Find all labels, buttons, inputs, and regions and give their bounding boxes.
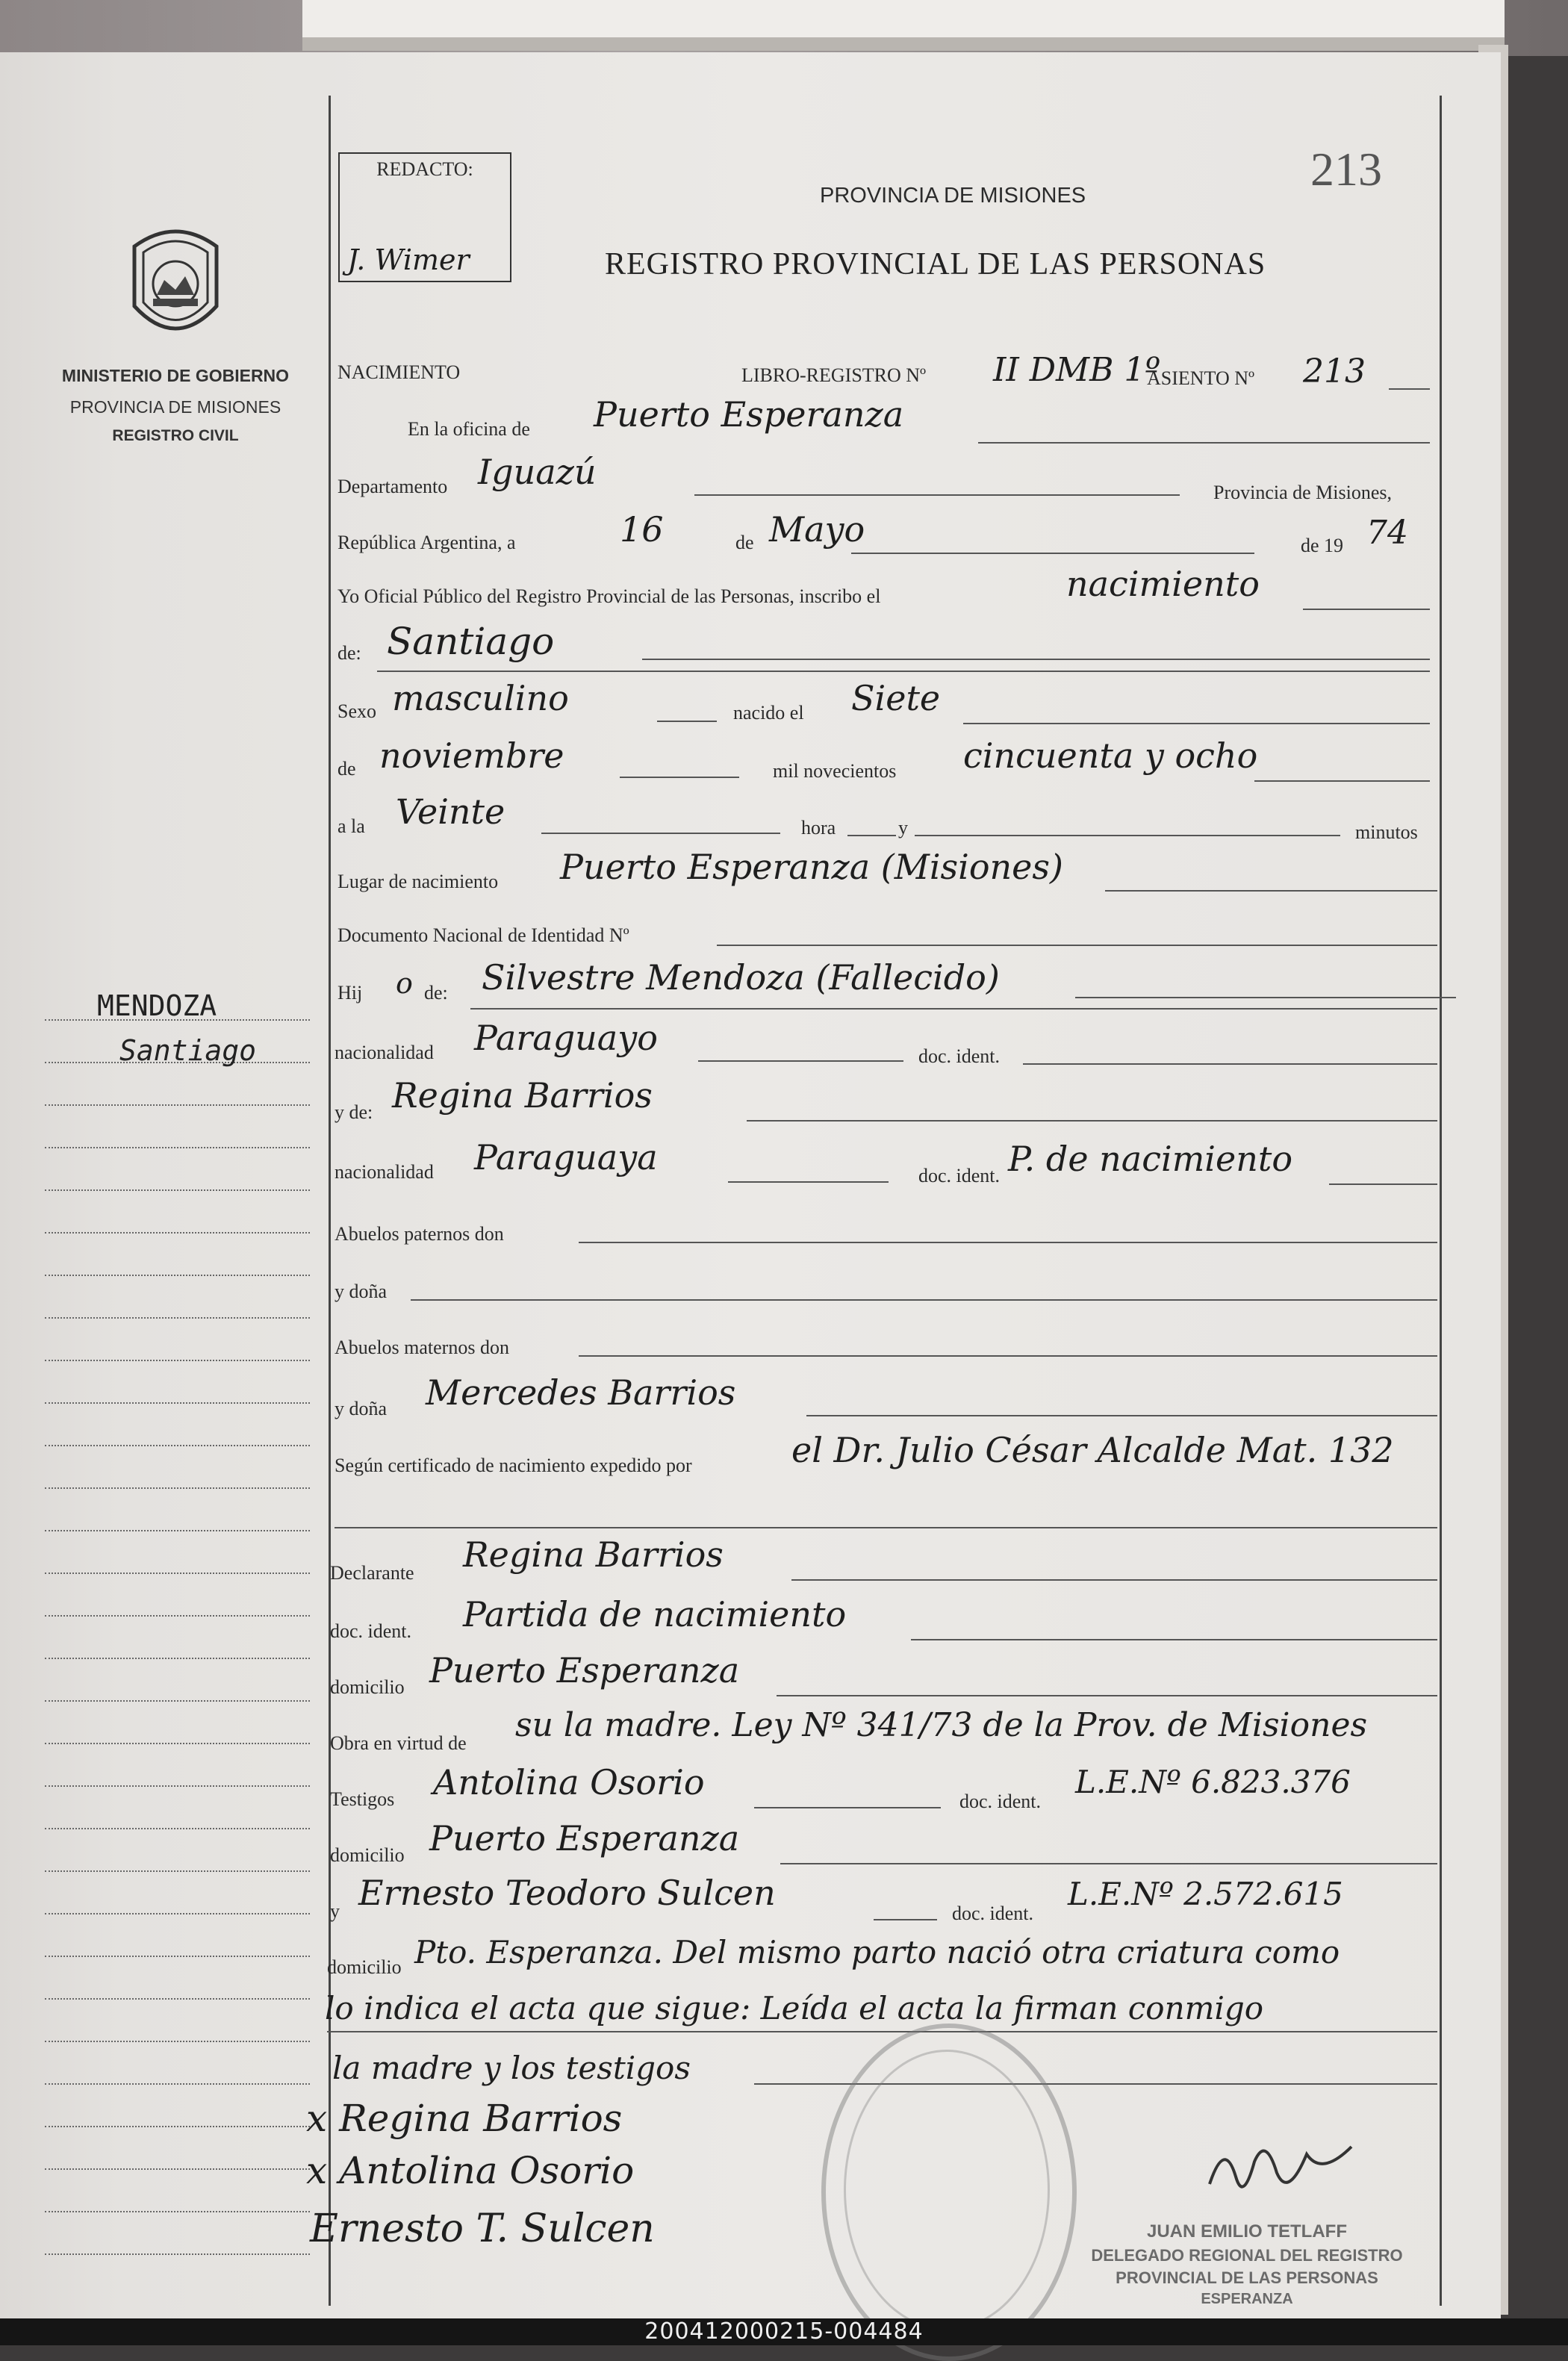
ministry-line3: REGISTRO CIVIL xyxy=(112,427,239,444)
value-anio: 74 xyxy=(1366,514,1408,552)
label-obra: Obra en virtud de xyxy=(330,1732,467,1754)
value-abuela-materna: Mercedes Barrios xyxy=(426,1372,736,1413)
redacto-signature: J. Wimer xyxy=(347,243,470,276)
signature-2: x Antolina Osorio xyxy=(306,2149,635,2192)
value-testigo2: Ernesto Teodoro Sulcen xyxy=(358,1873,776,1913)
label-y-dona-paterna: y doña xyxy=(335,1281,388,1302)
label-documento: Documento Nacional de Identidad Nº xyxy=(337,924,629,946)
margin-dotted-line xyxy=(45,1956,310,1957)
value-certificado: el Dr. Julio César Alcalde Mat. 132 xyxy=(791,1430,1394,1470)
label-hijo-de: de: xyxy=(424,982,448,1004)
margin-dotted-line xyxy=(45,1658,310,1659)
value-nota2: lo indica el acta que sigue: Leída el acta la firman conmigo xyxy=(325,1990,1264,2026)
label-de: de xyxy=(735,532,754,553)
ministry-line1: MINISTERIO DE GOBIERNO xyxy=(61,366,290,385)
label-nacionalidad-madre: nacionalidad xyxy=(335,1161,434,1183)
margin-dotted-line xyxy=(45,1317,310,1319)
margin-dotted-line xyxy=(45,1785,310,1787)
value-testigo1: Antolina Osorio xyxy=(433,1762,705,1802)
margin-dotted-line xyxy=(45,1104,310,1106)
value-nac-padre: Paraguayo xyxy=(474,1018,658,1058)
label-republica: República Argentina, a xyxy=(337,532,516,553)
margin-dotted-line xyxy=(45,1870,310,1872)
label-doc-ident-madre: doc. ident. xyxy=(918,1165,1001,1186)
label-doc-ident-testigo1: doc. ident. xyxy=(959,1791,1042,1812)
margin-dotted-line xyxy=(45,2126,310,2127)
margin-dotted-line xyxy=(45,1147,310,1148)
margin-dotted-line xyxy=(45,1743,310,1744)
value-mes: Mayo xyxy=(769,509,865,550)
label-doc-ident-testigo2: doc. ident. xyxy=(952,1903,1034,1924)
stamp-name: JUAN EMILIO TETLAFF xyxy=(1147,2221,1347,2242)
label-de-nombre: de: xyxy=(337,642,361,664)
margin-dotted-line xyxy=(45,1573,310,1574)
value-departamento: Iguazú xyxy=(478,452,597,492)
value-nombre: Santiago xyxy=(387,620,555,663)
image-id-footer: 200412000215-004484 xyxy=(0,2318,1568,2345)
label-y-testigo: y xyxy=(330,1900,340,1922)
value-libro: II DMB 1º xyxy=(993,351,1161,389)
margin-dotted-line xyxy=(45,1700,310,1702)
label-domicilio-testigo2: domicilio xyxy=(327,1956,402,1978)
value-doc-testigo2: L.E.Nº 2.572.615 xyxy=(1068,1876,1343,1912)
value-sexo: masculino xyxy=(392,678,569,718)
stamp-title2: PROVINCIAL DE LAS PERSONAS xyxy=(1116,2268,1378,2287)
label-testigos: Testigos xyxy=(330,1788,395,1810)
label-a-la: a la xyxy=(337,815,365,837)
label-oficina: En la oficina de xyxy=(408,418,530,440)
margin-dotted-line xyxy=(45,1445,310,1446)
stamp-title1: DELEGADO REGIONAL DEL REGISTRO xyxy=(1091,2246,1403,2265)
margin-dotted-line xyxy=(45,1487,310,1489)
value-doc-declarante: Partida de nacimiento xyxy=(463,1594,847,1634)
signature-3: Ernesto T. Sulcen xyxy=(310,2206,655,2251)
margin-dotted-line xyxy=(45,1615,310,1617)
official-signature-icon xyxy=(1202,2132,1366,2214)
label-segun: Según certificado de nacimiento expedido por xyxy=(335,1455,692,1476)
label-nacionalidad-padre: nacionalidad xyxy=(335,1042,434,1063)
value-oficina: Puerto Esperanza xyxy=(594,394,904,435)
label-y-de: y de: xyxy=(335,1101,373,1123)
value-asiento: 213 xyxy=(1303,352,1366,391)
province-title: PROVINCIA DE MISIONES xyxy=(820,184,1086,208)
label-abuelos-maternos: Abuelos maternos don xyxy=(335,1337,509,1358)
margin-surname: MENDOZA xyxy=(97,989,217,1022)
label-declarante: Declarante xyxy=(330,1562,414,1584)
value-domicilio-testigo2: Pto. Esperanza. Del mismo parto nació otra criatura como xyxy=(414,1934,1340,1970)
value-domicilio-declarante: Puerto Esperanza xyxy=(429,1650,740,1690)
value-domicilio-testigo1: Puerto Esperanza xyxy=(429,1818,740,1858)
value-lugar: Puerto Esperanza (Misiones) xyxy=(560,847,1063,887)
label-domicilio-declarante: domicilio xyxy=(330,1676,405,1698)
label-y: y xyxy=(898,817,908,839)
value-hora: Veinte xyxy=(396,791,505,832)
margin-dotted-line xyxy=(45,2253,310,2255)
label-hora: hora xyxy=(801,817,836,839)
margin-dotted-line xyxy=(45,2168,310,2170)
label-hijo: Hij xyxy=(337,982,363,1004)
value-obra: su la madre. Ley Nº 341/73 de la Prov. de Misiones xyxy=(515,1706,1368,1744)
value-inscribo: nacimiento xyxy=(1066,564,1260,604)
margin-dotted-line xyxy=(45,1275,310,1276)
label-de-mes: de xyxy=(337,758,356,780)
label-minutos: minutos xyxy=(1355,821,1418,843)
stamp-title3: ESPERANZA xyxy=(1201,2291,1293,2307)
margin-dotted-line xyxy=(45,2083,310,2085)
margin-dotted-line xyxy=(45,1530,310,1531)
official-stamp-inner xyxy=(844,2050,1050,2330)
page-number: 213 xyxy=(1310,143,1382,196)
signature-1: x Regina Barrios xyxy=(306,2097,623,2140)
redacto-label: REDACTO: xyxy=(376,158,473,180)
label-abuelos-paternos: Abuelos paternos don xyxy=(335,1223,504,1245)
value-madre: Regina Barrios xyxy=(392,1075,653,1116)
ministry-seal-icon xyxy=(119,224,231,351)
value-doc-madre: P. de nacimiento xyxy=(1008,1139,1293,1179)
label-nacido: nacido el xyxy=(733,702,804,724)
value-nac-madre: Paraguaya xyxy=(474,1137,658,1178)
margin-dotted-line xyxy=(45,1913,310,1914)
label-lugar: Lugar de nacimiento xyxy=(337,871,499,892)
value-declarante: Regina Barrios xyxy=(463,1534,724,1575)
value-doc-testigo1: L.E.Nº 6.823.376 xyxy=(1075,1764,1351,1800)
label-domicilio-testigo1: domicilio xyxy=(330,1844,405,1866)
value-dia: 16 xyxy=(620,509,664,550)
margin-dotted-line xyxy=(45,1402,310,1404)
label-departamento: Departamento xyxy=(337,476,448,497)
label-asiento: ASIENTO Nº xyxy=(1147,367,1255,389)
label-de-anio: de 19 xyxy=(1301,535,1344,556)
value-hijo-sufijo: o xyxy=(396,967,413,1000)
value-dia-nac: Siete xyxy=(851,678,941,718)
margin-dotted-line xyxy=(45,1998,310,2000)
value-nota3: la madre y los testigos xyxy=(332,2050,691,2086)
label-libro: LIBRO-REGISTRO Nº xyxy=(741,364,927,386)
margin-dotted-line xyxy=(45,1189,310,1191)
label-doc-ident-declarante: doc. ident. xyxy=(330,1620,412,1642)
margin-given-name: Santiago xyxy=(119,1034,257,1067)
margin-dotted-line xyxy=(45,1232,310,1234)
margin-dotted-line xyxy=(45,1828,310,1829)
book-top-edge xyxy=(0,0,1568,56)
label-mil: mil novecientos xyxy=(773,760,897,782)
value-padre: Silvestre Mendoza (Fallecido) xyxy=(482,957,1000,998)
margin-dotted-line xyxy=(45,1360,310,1361)
value-mes-nac: noviembre xyxy=(379,735,564,776)
margin-dotted-line xyxy=(45,2041,310,2042)
label-y-dona-materna: y doña xyxy=(335,1398,388,1419)
value-anio-nac: cincuenta y ocho xyxy=(963,735,1258,776)
redacto-box xyxy=(338,152,511,282)
registry-title: REGISTRO PROVINCIAL DE LAS PERSONAS xyxy=(605,247,1266,281)
label-yo-oficial: Yo Oficial Público del Registro Provincial de las Personas, inscribo el xyxy=(337,585,881,607)
label-doc-ident-padre: doc. ident. xyxy=(918,1045,1001,1067)
label-nacimiento: NACIMIENTO xyxy=(337,361,461,383)
label-provincia: Provincia de Misiones, xyxy=(1213,482,1393,503)
label-sexo: Sexo xyxy=(337,700,376,722)
margin-dotted-line xyxy=(45,2211,310,2212)
ministry-line2: PROVINCIA DE MISIONES xyxy=(69,397,281,417)
